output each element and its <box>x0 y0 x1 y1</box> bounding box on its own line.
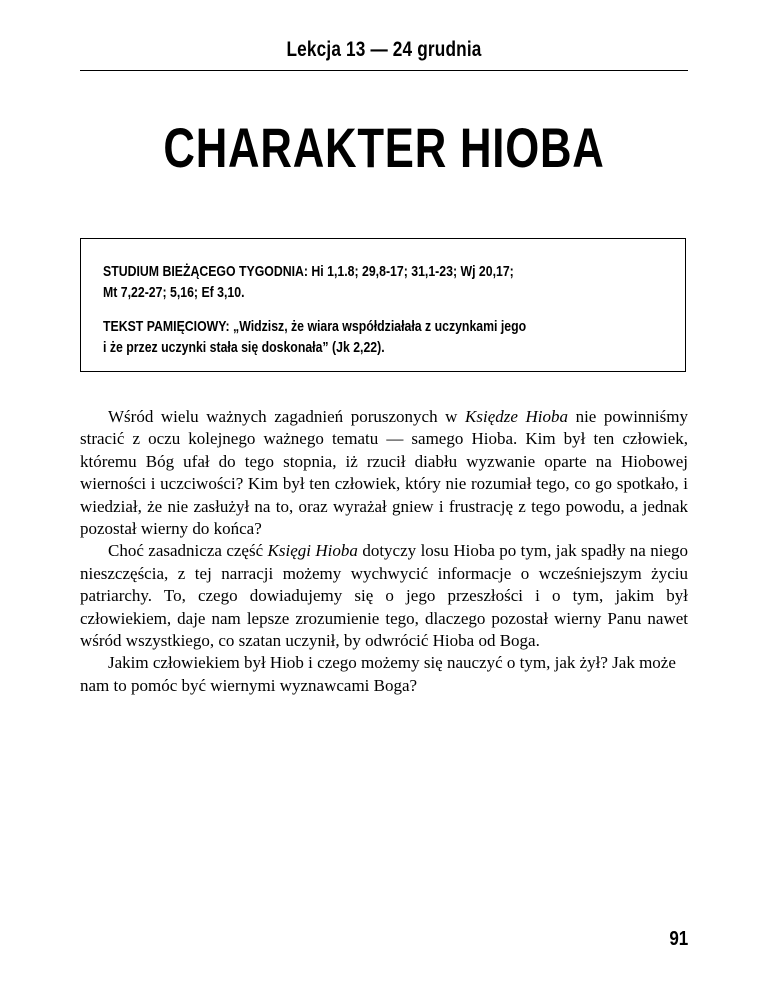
body-paragraph-2-text-rest: dotyczy losu Hioba po tym, jak spadły na niego nieszczęścia, z tej narracji możemy wychwycić informacje o wcześniejszym życiu patriarchy. To, czego dowiadujemy się o jego przeszłości i o tym, jakim był człowiekiem, daje nam lepsze zrozumienie tego, dlaczego pozostał wierny Panu nawet wśród wszystkiego, co szatan uczynił, by odwrócić Hioba od Boga. <box>80 541 689 651</box>
weekly-study-line-1: STUDIUM BIEŻĄCEGO TYGODNIA: Hi 1,1.8; 29,8-17; 31,1-23; Wj 20,17; <box>103 263 514 280</box>
body-paragraph-1-text: Wśród wielu ważnych zagadnień poruszonych w <box>108 407 466 426</box>
body-paragraph-2-text: Choć zasadnicza część <box>108 541 268 561</box>
lesson-header: Lekcja 13 — 24 grudnia <box>286 38 482 61</box>
memory-text-paragraph <box>103 316 677 358</box>
page-title: CHARAKTER HIOBA <box>163 116 605 179</box>
header-divider <box>80 70 688 71</box>
body-text <box>80 406 688 697</box>
body-paragraph-2 <box>80 540 688 652</box>
study-box <box>80 238 686 372</box>
body-paragraph-1 <box>80 406 688 540</box>
page-number: 91 <box>669 928 688 950</box>
memory-text-line-1: TEKST PAMIĘCIOWY: „Widzisz, że wiara współdziałała z uczynkami jego <box>103 318 527 335</box>
body-paragraph-3: Jakim człowiekiem był Hiob i czego możemy się nauczyć o tym, jak żył? Jak może nam to pomóc być wiernymi wyznawcami Boga? <box>80 653 676 695</box>
weekly-study-line-2: Mt 7,22-27; 5,16; Ef 3,10. <box>103 284 245 301</box>
weekly-study-paragraph <box>103 261 677 303</box>
memory-text-line-2: i że przez uczynki stała się doskonała” (Jk 2,22). <box>103 339 385 356</box>
body-paragraph-1-text-rest: nie powinniśmy stracić z oczu kolejnego ważnego tematu — samego Hioba. Kim był ten człowiek, któremu Bóg ufał do tego stopnia, iż rzucił diabłu wyzwanie oparte na Hiobowej wierności i uczciwości? Kim był ten człowiek, który nie rozumiał tego, co go spotkało, i wiedział, że nie zasłużył na to, oraz wyrażał gniew i frustrację z tego powodu, a jednak pozostał wierny do końca? <box>80 407 688 539</box>
book-title-emphasis: Księdze Hioba <box>465 407 568 426</box>
book-title-emphasis: Księgi Hioba <box>267 541 358 561</box>
